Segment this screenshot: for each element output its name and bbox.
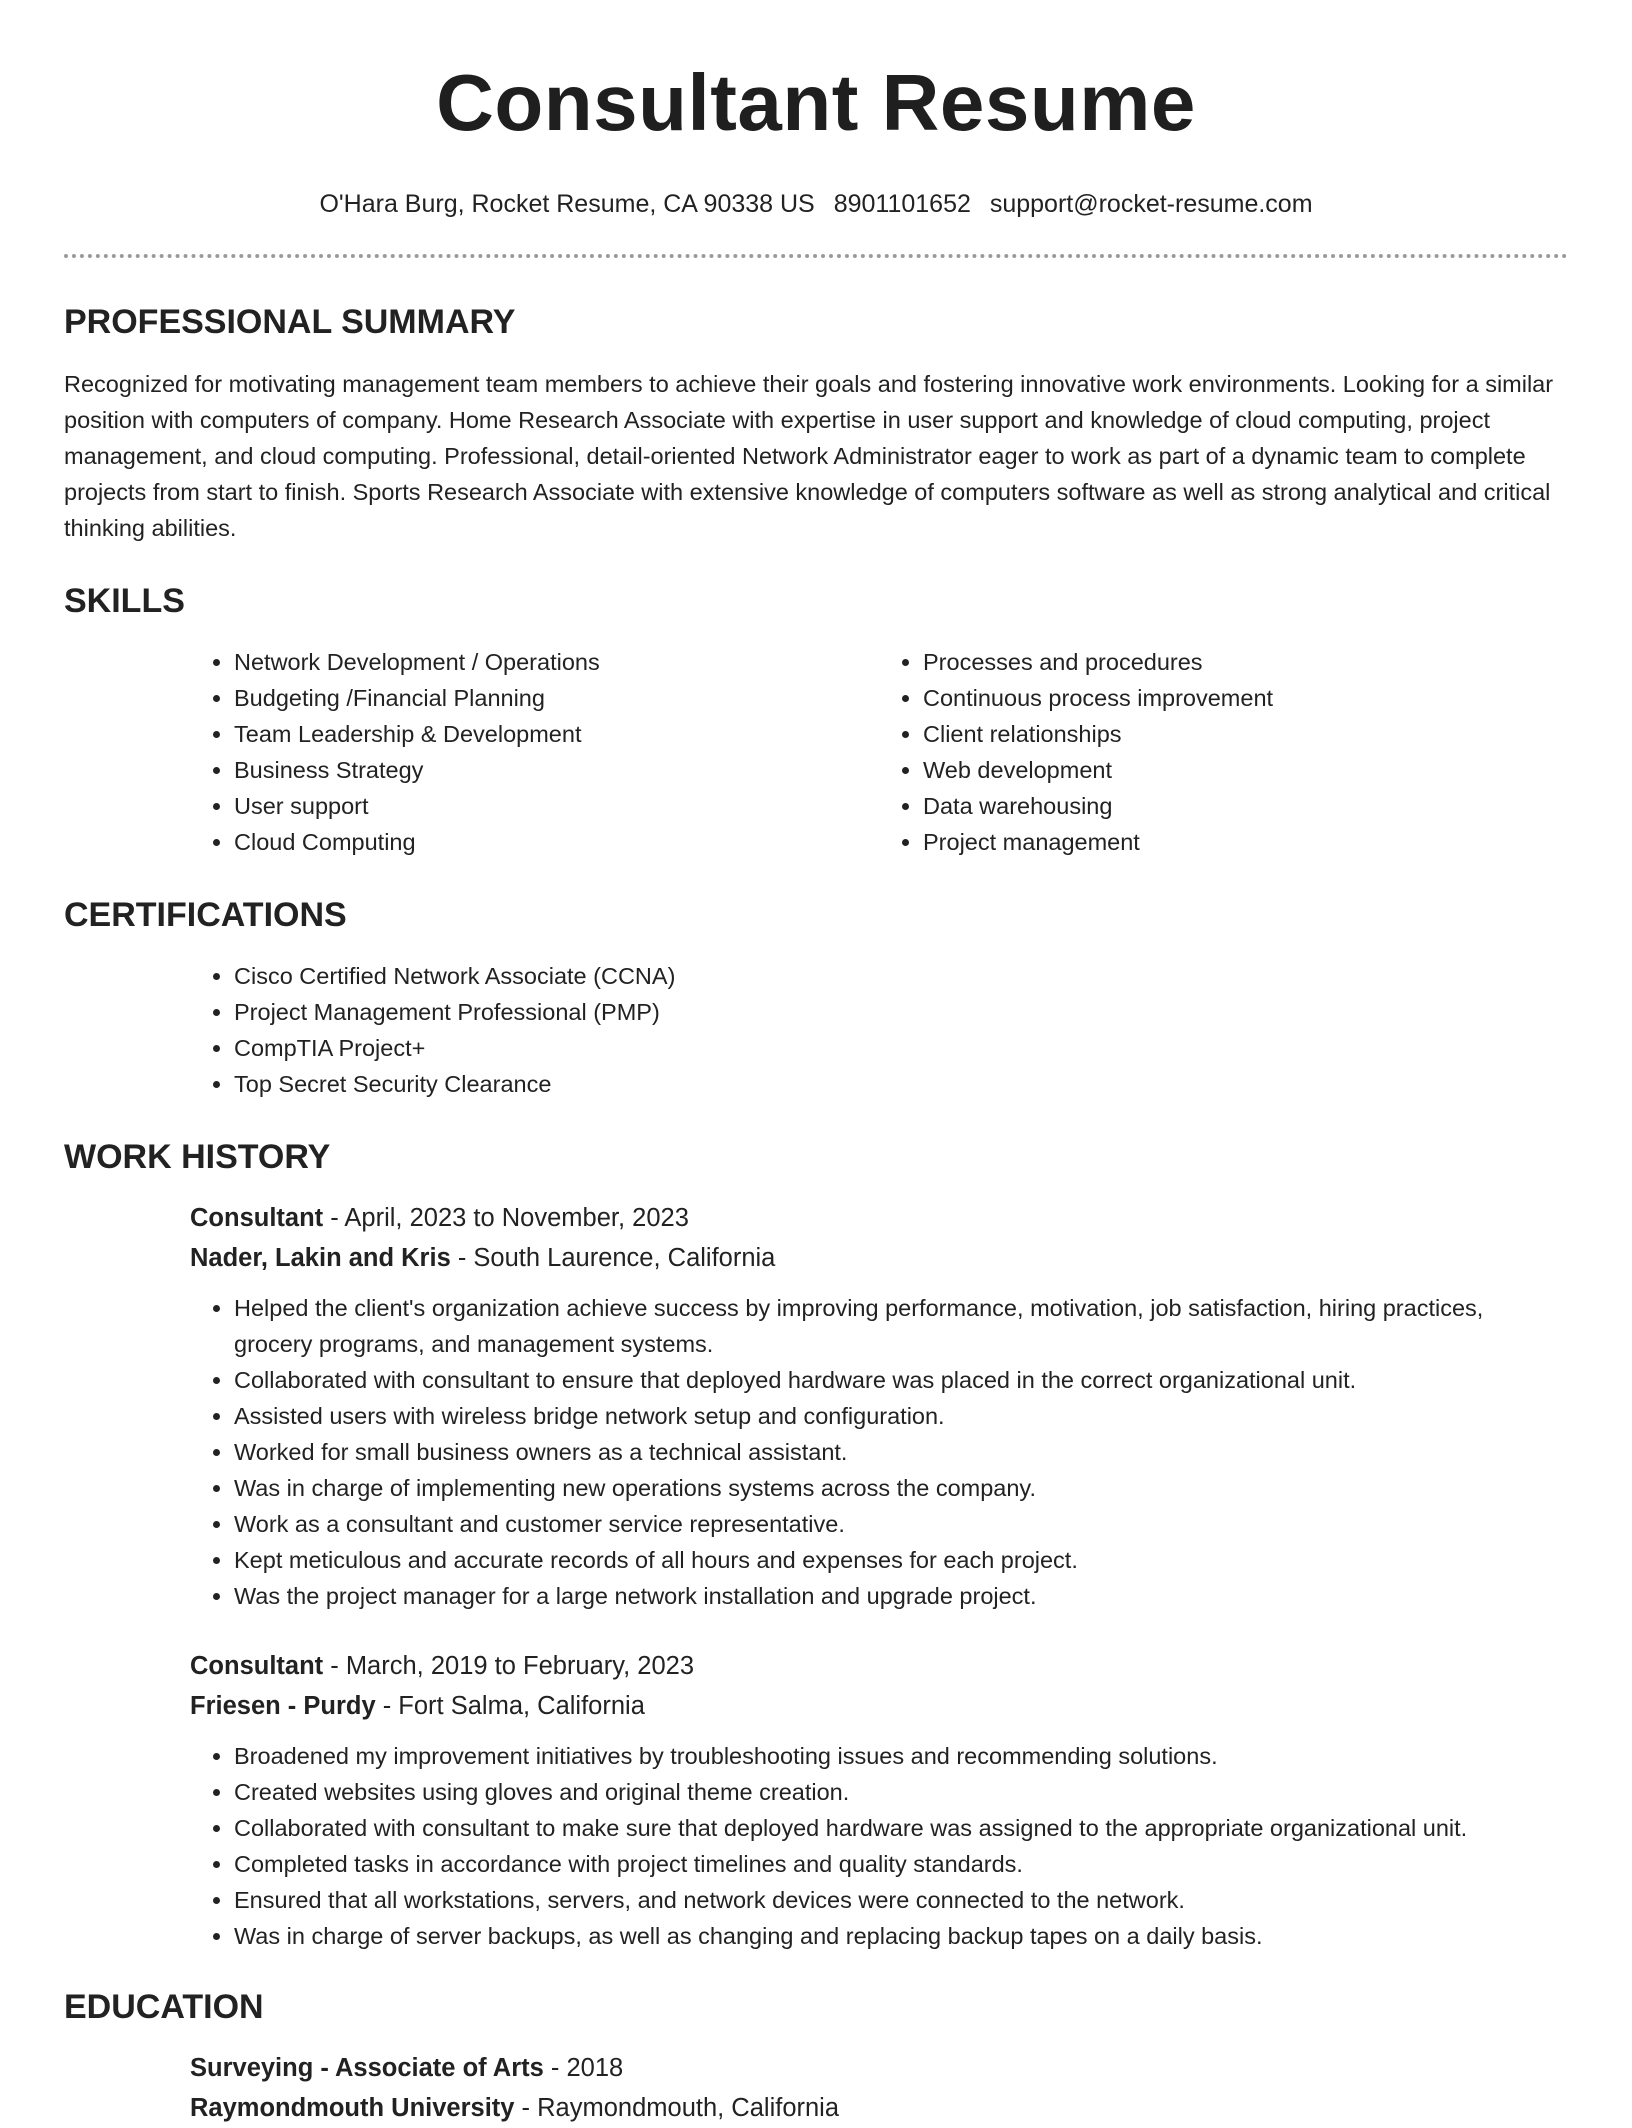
job-title-line [190, 1198, 1568, 1238]
list-item: • Kept meticulous and accurate records of all hours and expenses for each project. [234, 1542, 1568, 1578]
list-item: • Broadened my improvement initiatives by troubleshooting issues and recommending solutions. [234, 1738, 1568, 1774]
resume-title: Consultant Resume [436, 58, 1196, 147]
list-item: • Assisted users with wireless bridge network setup and configuration. [234, 1398, 1568, 1434]
list-item: • Collaborated with consultant to ensure that deployed hardware was placed in the correct organizational unit. [234, 1362, 1568, 1398]
list-item: • Team Leadership & Development [234, 716, 879, 752]
list-item: • Continuous process improvement [923, 680, 1568, 716]
list-item: • Collaborated with consultant to make sure that deployed hardware was assigned to the appropriate organizational unit. [234, 1810, 1568, 1846]
list-item: • Was in charge of implementing new operations systems across the company. [234, 1470, 1568, 1506]
job-location: - Fort Salma, California [375, 1692, 645, 1720]
education-school: Raymondmouth University [190, 2094, 515, 2122]
list-item: • Project Management Professional (PMP) [234, 994, 1568, 1030]
job-company-line [190, 1686, 1568, 1726]
list-item: • Created websites using gloves and original theme creation. [234, 1774, 1568, 1810]
list-item: • Data warehousing [923, 788, 1568, 824]
job-dates: - March, 2019 to February, 2023 [323, 1652, 695, 1680]
list-item: • Work as a consultant and customer service representative. [234, 1506, 1568, 1542]
contact-phone: 8901101652 [833, 190, 971, 218]
list-item: • Worked for small business owners as a technical assistant. [234, 1434, 1568, 1470]
list-item: • Ensured that all workstations, servers, and network devices were connected to the network. [234, 1882, 1568, 1918]
list-item: • Business Strategy [234, 752, 879, 788]
skills-heading: SKILLS [64, 582, 185, 620]
list-item: • Client relationships [923, 716, 1568, 752]
list-item: • Processes and procedures [923, 644, 1568, 680]
summary-heading: PROFESSIONAL SUMMARY [64, 303, 516, 341]
list-item: • Cloud Computing [234, 824, 879, 860]
job-company-line [190, 1238, 1568, 1278]
education-degree: Surveying - Associate of Arts [190, 2054, 544, 2082]
education-heading: EDUCATION [64, 1988, 264, 2026]
job-bullets [190, 1738, 1568, 1954]
job-bullets [190, 1290, 1568, 1614]
list-item: • Project management [923, 824, 1568, 860]
list-item: • CompTIA Project+ [234, 1030, 1568, 1066]
header-divider [64, 254, 1568, 258]
education-year: - 2018 [543, 2054, 624, 2082]
contact-line [64, 189, 1568, 219]
certifications-heading: CERTIFICATIONS [64, 896, 347, 934]
job-company: Friesen - Purdy [190, 1692, 376, 1720]
skills-list [190, 644, 1568, 860]
list-item: • Helped the client's organization achieve success by improving performance, motivation, job satisfaction, hiring practices, grocery programs, and management systems. [234, 1290, 1568, 1362]
list-item: • Cisco Certified Network Associate (CCNA) [234, 958, 1568, 994]
summary-text: Recognized for motivating management team members to achieve their goals and fostering innovative work environments. Looking for a similar position with computers of company. Home Research Associate with expertise in user support and knowledge of cloud computing, project management, and cloud computing. Professional, detail-oriented Network Administrator eager to work as part of a dynamic team to complete projects from start to finish. Sports Research Associate with extensive knowledge of computers software as well as strong analytical and critical thinking abilities. [64, 371, 1554, 541]
list-item: • User support [234, 788, 879, 824]
contact-address: O'Hara Burg, Rocket Resume, CA 90338 US [319, 190, 815, 218]
education-entry [190, 2048, 1568, 2128]
certifications-list [190, 958, 1568, 1102]
list-item: • Web development [923, 752, 1568, 788]
list-item: • Budgeting /Financial Planning [234, 680, 879, 716]
list-item: • Network Development / Operations [234, 644, 879, 680]
education-degree-line [190, 2048, 1568, 2088]
list-item: • Was in charge of server backups, as well as changing and replacing backup tapes on a daily basis. [234, 1918, 1568, 1954]
skills-column-right [879, 644, 1568, 860]
job-entry [190, 1646, 1568, 1954]
job-entry [190, 1198, 1568, 1614]
job-company: Nader, Lakin and Kris [190, 1244, 451, 1272]
job-location: - South Laurence, California [450, 1244, 776, 1272]
job-dates: - April, 2023 to November, 2023 [323, 1204, 689, 1232]
work-history-heading: WORK HISTORY [64, 1138, 331, 1176]
list-item: • Top Secret Security Clearance [234, 1066, 1568, 1102]
list-item: • Was the project manager for a large network installation and upgrade project. [234, 1578, 1568, 1614]
contact-email: support@rocket-resume.com [989, 190, 1313, 218]
job-title-line [190, 1646, 1568, 1686]
list-item: • Completed tasks in accordance with project timelines and quality standards. [234, 1846, 1568, 1882]
education-location: - Raymondmouth, California [514, 2094, 840, 2122]
education-school-line [190, 2088, 1568, 2128]
job-title: Consultant [190, 1204, 324, 1232]
skills-column-left [190, 644, 879, 860]
job-title: Consultant [190, 1652, 324, 1680]
